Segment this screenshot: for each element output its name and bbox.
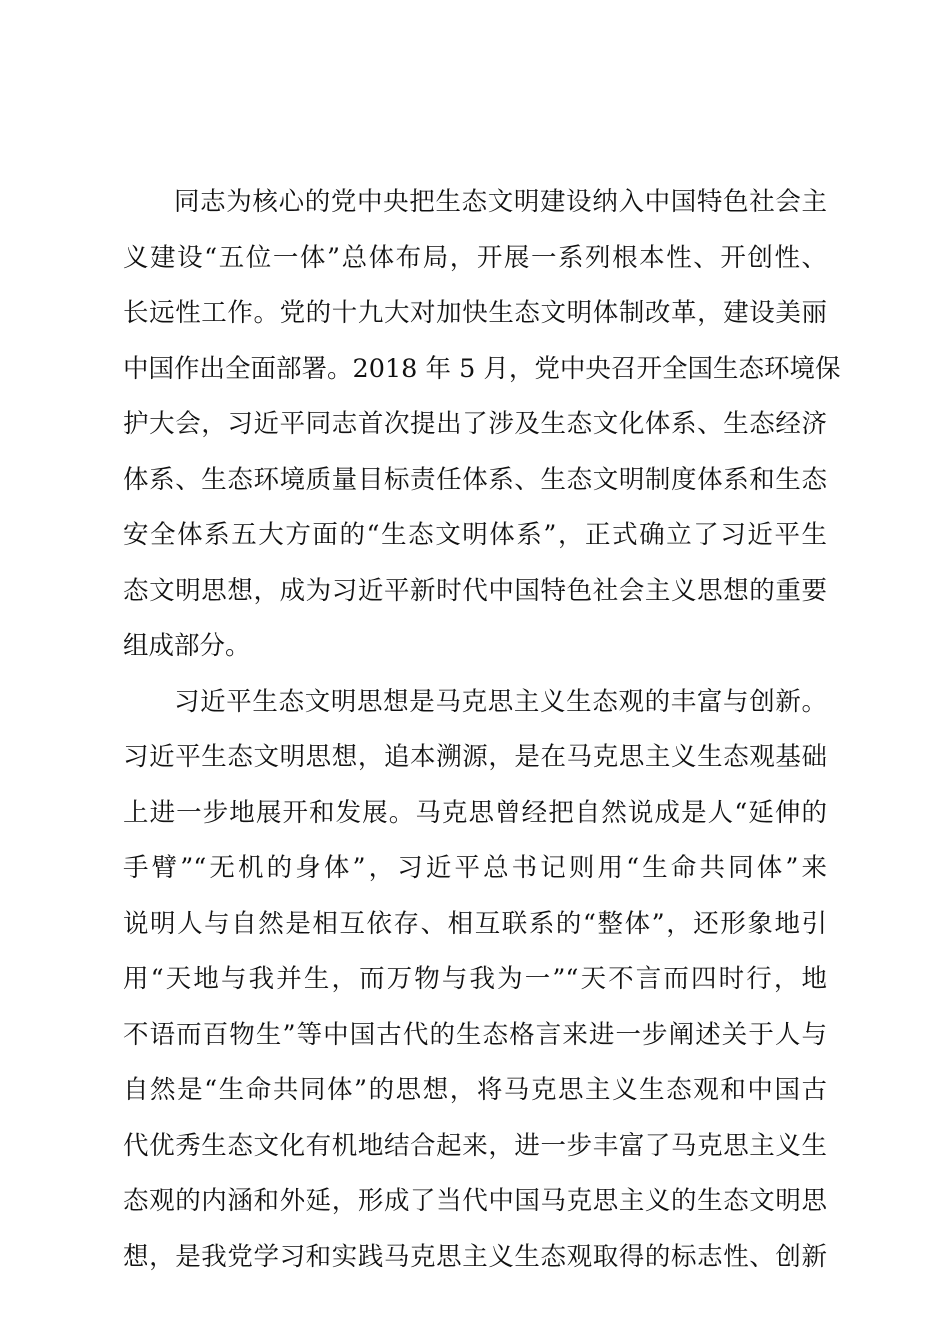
text-line: 护大会，习近平同志首次提出了涉及生态文化体系、生态经济 bbox=[123, 409, 827, 439]
text-line: 长远性工作。党的十九大对加快生态文明体制改革，建设美丽 bbox=[123, 298, 827, 328]
document-body bbox=[123, 175, 841, 1285]
text-line: 组成部分。 bbox=[123, 631, 251, 661]
text-line: 习近平生态文明思想是马克思主义生态观的丰富与创新。 bbox=[174, 686, 827, 717]
text-line: 说明人与自然是相互依存、相互联系的“整体”，还形象地引 bbox=[123, 908, 827, 939]
text-line: 中国作出全面部署。2018 年 5 月，党中央召开全国生态环境保 bbox=[123, 353, 841, 384]
text-line: 想，是我党学习和实践马克思主义生态观取得的标志性、创新 bbox=[123, 1241, 827, 1272]
text-line: 义建设“五位一体”总体布局，开展一系列根本性、开创性、 bbox=[123, 242, 827, 273]
text-line: 用“天地与我并生，而万物与我为一”“天不言而四时行，地 bbox=[123, 964, 827, 994]
text-line: 体系、生态环境质量目标责任体系、生态文明制度体系和生态 bbox=[123, 464, 827, 495]
text-line: 手臂”“无机的身体”，习近平总书记则用“生命共同体”来 bbox=[123, 853, 827, 883]
text-line: 不语而百物生”等中国古代的生态格言来进一步阐述关于人与 bbox=[123, 1019, 827, 1050]
text-line: 习近平生态文明思想，追本溯源，是在马克思主义生态观基础 bbox=[123, 742, 827, 772]
text-line: 态文明思想，成为习近平新时代中国特色社会主义思想的重要 bbox=[123, 575, 827, 606]
text-line: 上进一步地展开和发展。马克思曾经把自然说成是人“延伸的 bbox=[123, 797, 827, 828]
paragraph-2 bbox=[123, 675, 827, 1286]
text-line: 自然是“生命共同体”的思想，将马克思主义生态观和中国古 bbox=[123, 1075, 827, 1105]
text-line: 同志为核心的党中央把生态文明建设纳入中国特色社会主 bbox=[174, 187, 827, 217]
text-line: 代优秀生态文化有机地结合起来，进一步丰富了马克思主义生 bbox=[123, 1130, 827, 1161]
text-line: 安全体系五大方面的“生态文明体系”，正式确立了习近平生 bbox=[123, 520, 827, 550]
paragraph-1 bbox=[123, 175, 841, 675]
text-line: 态观的内涵和外延，形成了当代中国马克思主义的生态文明思 bbox=[123, 1186, 827, 1216]
